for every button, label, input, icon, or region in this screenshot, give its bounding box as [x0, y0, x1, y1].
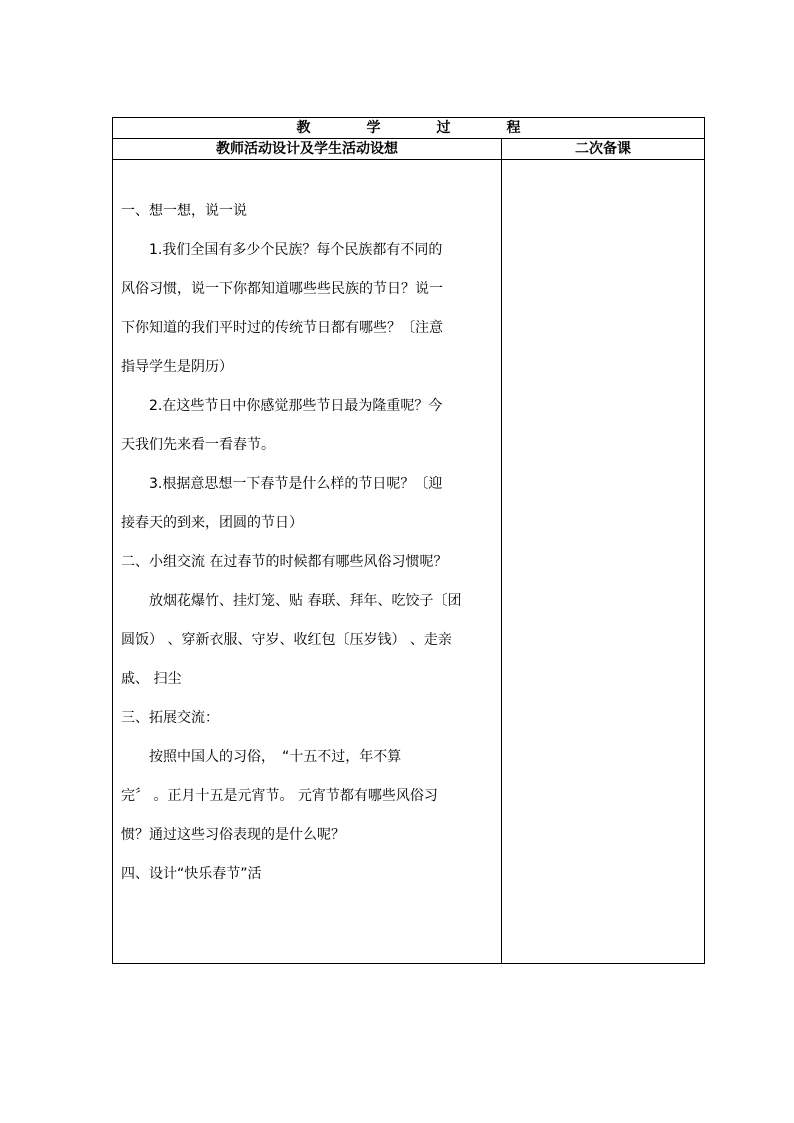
title-char: 程 [506, 120, 521, 136]
text-line: 完〞 。正月十五是元宵节。 元宵节都有哪些风俗习 [121, 788, 438, 804]
section-heading: 四、设计“快乐春节”活 [121, 866, 262, 882]
activity-content [113, 160, 501, 894]
text-line: 惯？通过这些习俗表现的是什么呢？ [121, 827, 345, 843]
column-header-activity: 教师活动设计及学生活动设想 [113, 139, 502, 160]
lesson-plan-table [112, 117, 705, 964]
text-line: 接春天的到来，团圆的节日） [121, 515, 303, 531]
text-line: 圆饭） 、穿新衣服、守岁、收红包〔压岁钱） 、走亲 [121, 632, 452, 648]
title-char: 过 [436, 120, 451, 136]
section-heading: 二、小组交流 在过春节的时候都有哪些风俗习惯呢？ [121, 554, 448, 570]
column-header-second-prep: 二次备课 [502, 139, 705, 160]
title-char: 学 [366, 120, 381, 136]
text-line: 1.我们全国有多少个民族？每个民族都有不同的 [149, 242, 443, 258]
text-line: 下你知道的我们平时过的传统节日都有哪些？〔注意 [121, 320, 443, 336]
second-prep-cell [502, 160, 705, 964]
text-line: 3.根据意思想一下春节是什么样的节日呢？〔迎 [149, 476, 443, 492]
title-char: 教 [296, 120, 311, 136]
section-heading: 一、想一想，说一说 [121, 203, 247, 219]
activity-content-cell [113, 160, 502, 964]
section-heading: 三、拓展交流： [121, 710, 219, 726]
text-line: 按照中国人的习俗， “十五不过，年不算 [149, 749, 402, 765]
table-title [113, 118, 705, 139]
text-line: 风俗习惯，说一下你都知道哪些些民族的节日？说一 [121, 281, 443, 297]
text-line: 放烟花爆竹、挂灯笼、贴 春联、拜年、吃饺子〔团 [149, 593, 462, 609]
text-line: 戚、 扫尘 [121, 671, 182, 687]
text-line: 天我们先来看一看春节。 [121, 437, 275, 453]
text-line: 2.在这些节日中你感觉那些节日最为隆重呢？今 [149, 398, 443, 414]
text-line: 指导学生是阴历） [121, 359, 233, 375]
